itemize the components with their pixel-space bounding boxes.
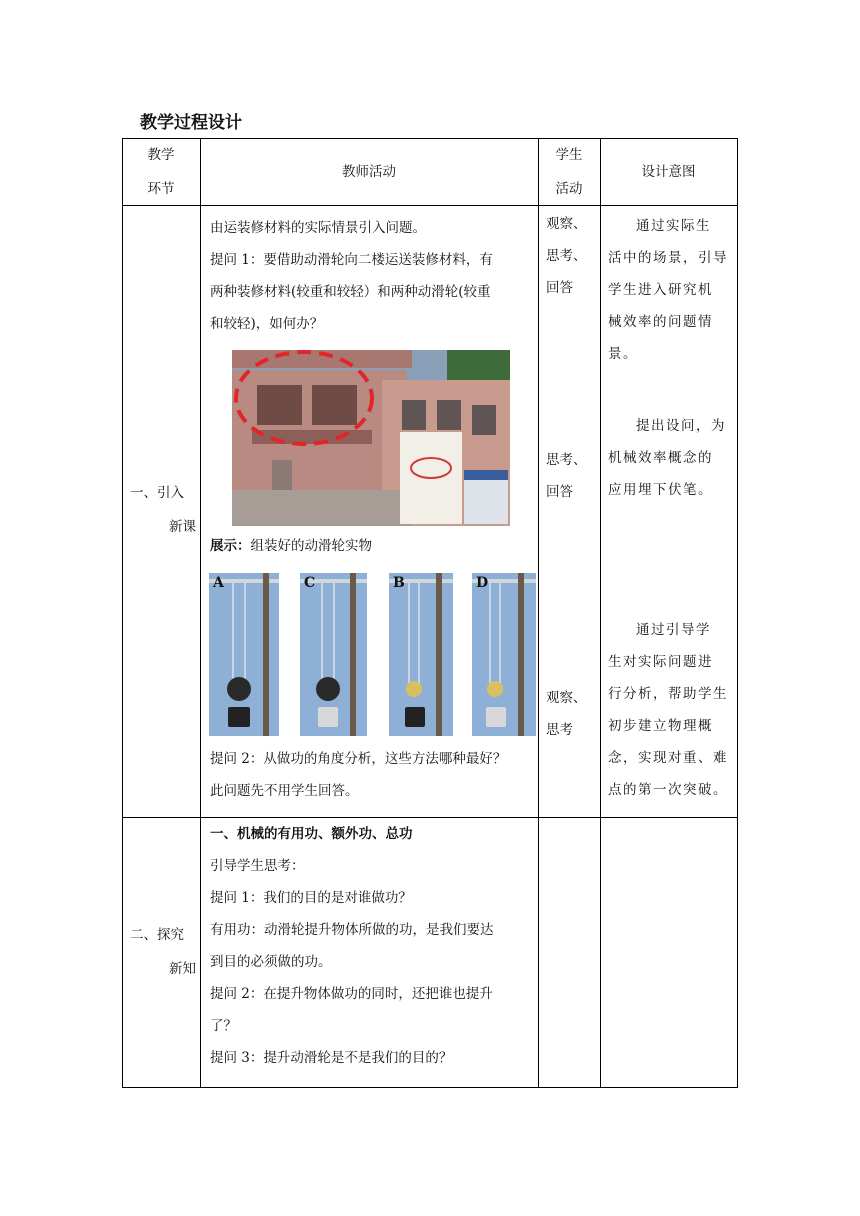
design-d1-line3: 学生进入研究机 <box>608 282 713 298</box>
row1-stage <box>130 476 196 544</box>
pulley-photo-b <box>389 573 453 736</box>
student-a2-line1: 思考、 <box>546 452 587 468</box>
header-student-line2: 活动 <box>555 181 583 197</box>
col-divider-2 <box>538 138 539 1088</box>
student-a1-line3: 回答 <box>546 280 573 296</box>
row2-q3: 提问 3：提升动滑轮是不是我们的目的？ <box>210 1050 453 1066</box>
row1-q1-line3: 和较轻)，如何办？ <box>210 316 324 332</box>
design-d3-line3: 行分析，帮助学生 <box>608 686 728 702</box>
pulley-label-b: B <box>393 575 405 591</box>
row1-q1-line2: 两种装修材料(较重和较轻）和两种动滑轮(较重 <box>210 284 491 300</box>
table-border-right <box>737 138 738 1088</box>
row1-q2: 提问 2：从做功的角度分析，这些方法哪种最好？ <box>210 751 507 767</box>
row1-design-d3 <box>608 614 730 806</box>
pulley-photo-d <box>472 573 536 736</box>
student-a3-line2: 思考 <box>546 722 573 738</box>
design-d3-line4: 初步建立物理概 <box>608 718 713 734</box>
header-divider <box>122 205 738 206</box>
header-teacher: 教师活动 <box>342 164 396 180</box>
pulley-a-svg <box>209 573 279 736</box>
row1-stage-line2: 新课 <box>169 519 196 535</box>
header-student-line1: 学生 <box>555 147 583 163</box>
row2-useful-line1: 有用功：动滑轮提升物体所做的功，是我们要达 <box>210 922 494 938</box>
row2-stage-line1: 二、探究 <box>130 927 184 943</box>
row2-useful-line2: 到目的必须做的功。 <box>210 954 332 970</box>
pulley-label-a: A <box>213 575 224 591</box>
row2-guide: 引导学生思考： <box>210 858 305 874</box>
row2-stage <box>130 918 196 986</box>
design-d2-line1: 提出设问，为 <box>636 418 726 434</box>
row1-show-line <box>210 530 532 562</box>
row2-heading: 一、机械的有用功、额外功、总功 <box>210 826 413 842</box>
student-a2-line2: 回答 <box>546 484 573 500</box>
header-design: 设计意图 <box>641 164 696 180</box>
design-d3-line2: 生对实际问题进 <box>608 654 713 670</box>
row1-note: 此问题先不用学生回答。 <box>210 783 359 799</box>
col-divider-3 <box>600 138 601 1088</box>
row1-stage-line1: 一、引入 <box>130 485 184 501</box>
building-photo <box>232 350 510 526</box>
design-d1-line4: 械效率的问题情 <box>608 314 713 330</box>
design-d3-line6: 点的第一次突破。 <box>608 782 728 798</box>
row1-design-d2 <box>608 410 730 506</box>
row1-intro: 由运装修材料的实际情景引入问题。 <box>210 220 426 236</box>
row1-q1-line1: 提问 1：要借助动滑轮向二楼运送装修材料，有 <box>210 252 493 268</box>
row2-q2-line1: 提问 2：在提升物体做功的同时，还把谁也提升 <box>210 986 493 1002</box>
design-d1-line1: 通过实际生 <box>636 218 711 234</box>
pulley-d-svg <box>472 573 536 736</box>
student-a3-line1: 观察、 <box>546 690 587 706</box>
show-text: 组装好的动滑轮实物 <box>250 538 372 554</box>
pulley-label-d: D <box>476 575 489 591</box>
header-stage-line2: 环节 <box>147 181 175 197</box>
design-d1-line5: 景。 <box>608 346 638 362</box>
row1-teacher-text <box>210 212 532 340</box>
student-a1-line2: 思考、 <box>546 248 587 264</box>
row2-stage-line2: 新知 <box>169 961 196 977</box>
design-d3-line5: 念，实现对重、难 <box>608 750 728 766</box>
pulley-b-svg <box>389 573 453 736</box>
row1-student-a1 <box>546 208 598 304</box>
design-d1-line2: 活中的场景，引导 <box>608 250 728 266</box>
row1-student-a3 <box>546 682 598 746</box>
pulley-c-svg <box>300 573 367 736</box>
row1-design-d1 <box>608 210 730 370</box>
table-border-bottom <box>122 1087 738 1088</box>
col-divider-1 <box>200 138 201 1088</box>
building-photo-svg <box>232 350 510 526</box>
design-d2-line2: 机械效率概念的 <box>608 450 713 466</box>
pulley-photo-c <box>300 573 367 736</box>
row1-student-a2 <box>546 444 598 508</box>
row2-q1: 提问 1：我们的目的是对谁做功？ <box>210 890 412 906</box>
header-stage <box>122 138 200 206</box>
header-student <box>538 138 600 206</box>
header-stage-line1: 教学 <box>147 147 175 163</box>
row2-q2-line2: 了？ <box>210 1018 237 1034</box>
show-label: 展示： <box>210 538 251 554</box>
pulley-photo-a <box>209 573 279 736</box>
table-border-top <box>122 138 738 139</box>
page-title: 教学过程设计 <box>140 113 242 133</box>
pulley-label-c: C <box>304 575 316 591</box>
design-d3-line1: 通过引导学 <box>636 622 711 638</box>
student-a1-line1: 观察、 <box>546 216 587 232</box>
design-d2-line3: 应用埋下伏笔。 <box>608 482 713 498</box>
row1-teacher-bottom <box>210 743 532 807</box>
row2-teacher-text <box>210 818 532 1074</box>
table-border-left <box>122 138 123 1088</box>
lesson-design-table <box>122 138 738 1087</box>
